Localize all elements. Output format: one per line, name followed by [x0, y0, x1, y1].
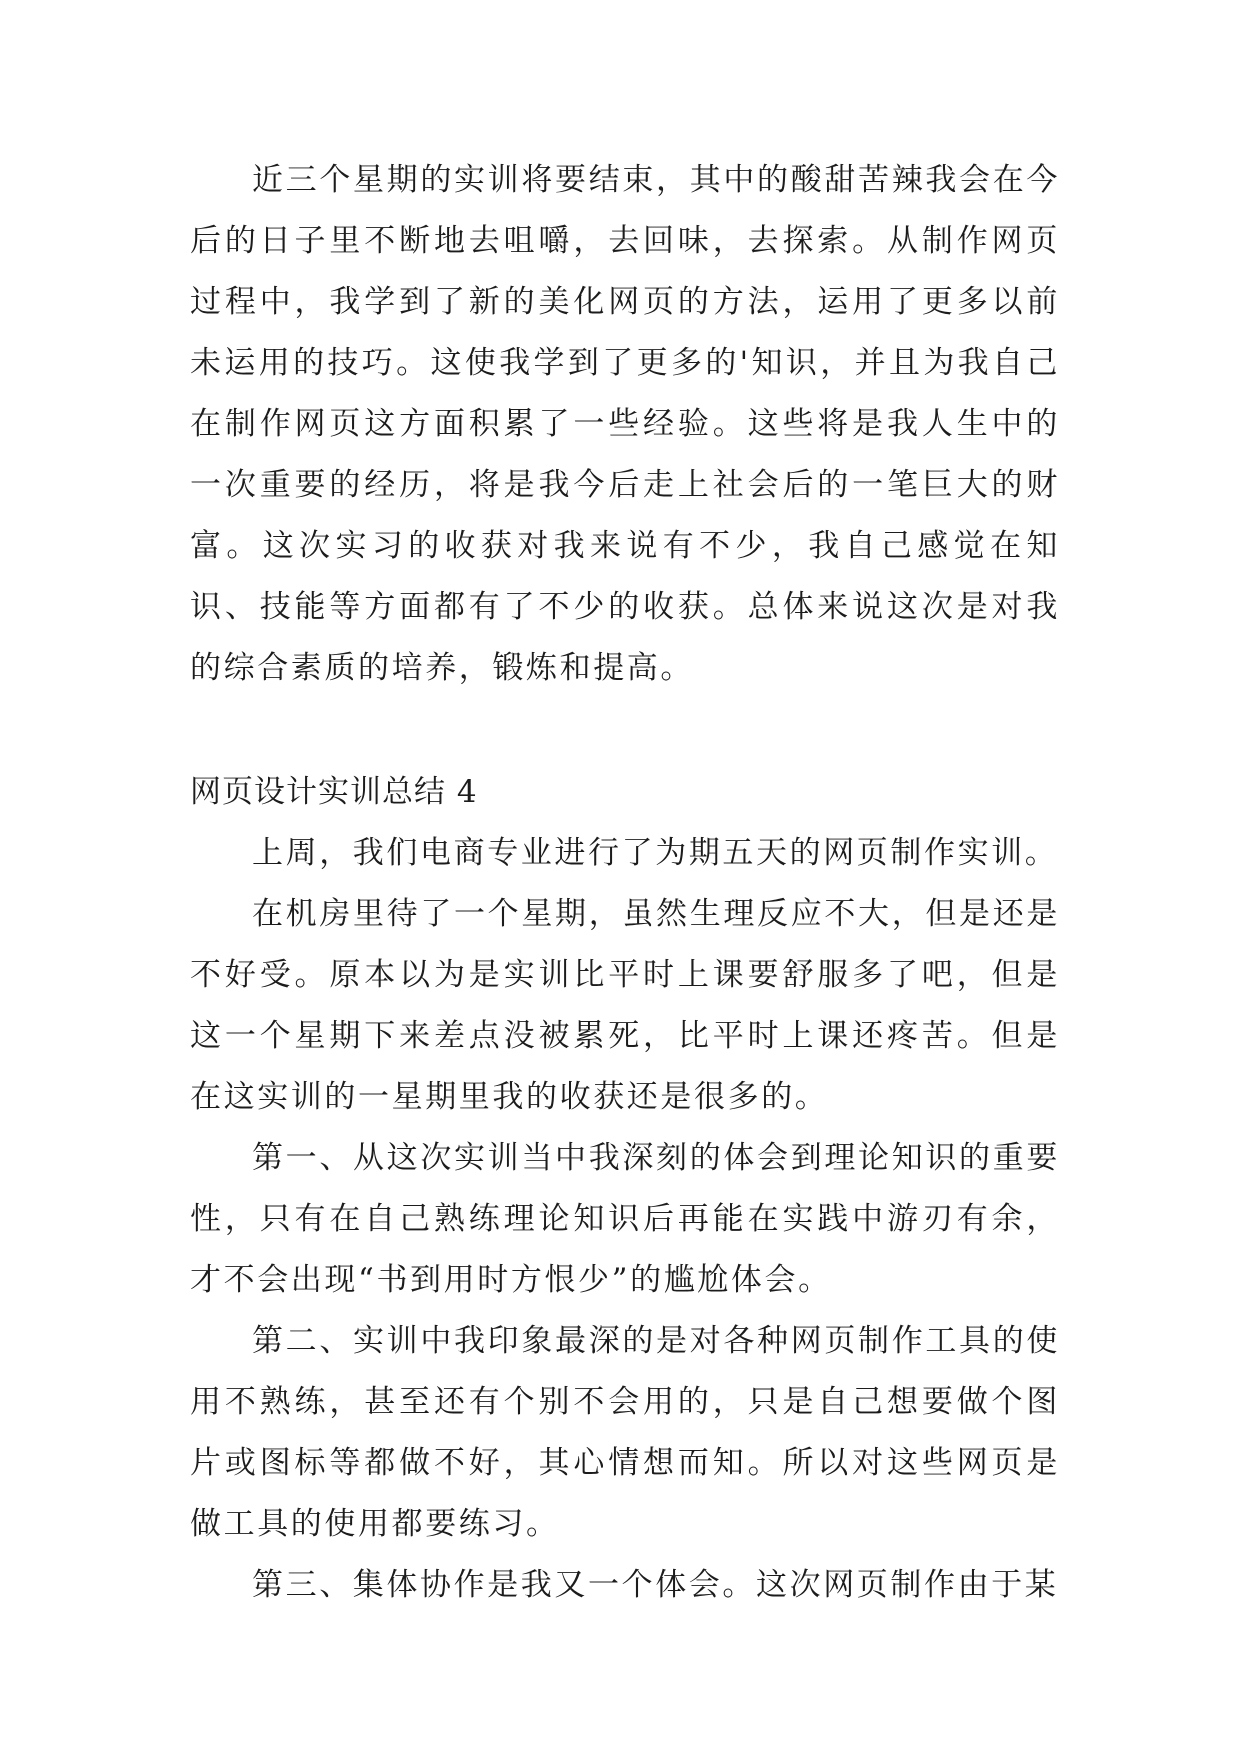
paragraph-point-three: 第三、集体协作是我又一个体会。这次网页制作由于某: [252, 1567, 1059, 1603]
paragraph-last-week: 上周，我们电商专业进行了为期五天的网页制作实训。: [252, 835, 1059, 871]
paragraph-point-one: 第一、从这次实训当中我深刻的体会到理论知识的重要性，只有在自己熟练理论知识后再能在实践中游刃有余，才不会出现“书到用时方恨少”的尴尬体会。: [190, 1140, 1060, 1298]
paragraph-computer-room: 在机房里待了一个星期，虽然生理反应不大，但是还是不好受。原本以为是实训比平时上课要舒服多了吧，但是这一个星期下来差点没被累死，比平时上课还疼苦。但是在这实训的一星期里我的收获还是很多的。: [190, 896, 1060, 1115]
paragraph-intro: 近三个星期的实训将要结束，其中的酸甜苦辣我会在今后的日子里不断地去咀嚼，去回味，去探索。从制作网页过程中，我学到了新的美化网页的方法，运用了更多以前未运用的技巧。这使我学到了更多的'知识，并且为我自己在制作网页这方面积累了一些经验。这些将是我人生中的一次重要的经历，将是我今后走上社会后的一笔巨大的财富。这次实习的收获对我来说有不少，我自己感觉在知识、技能等方面都有了不少的收获。总体来说这次是对我的综合素质的培养，锻炼和提高。: [190, 162, 1060, 686]
paragraph-point-two: 第二、实训中我印象最深的是对各种网页制作工具的使用不熟练，甚至还有个别不会用的，只是自己想要做个图片或图标等都做不好，其心情想而知。所以对这些网页是做工具的使用都要练习。: [190, 1323, 1060, 1542]
section-heading: 网页设计实训总结 4: [190, 774, 478, 810]
document-body: [190, 150, 1060, 1616]
